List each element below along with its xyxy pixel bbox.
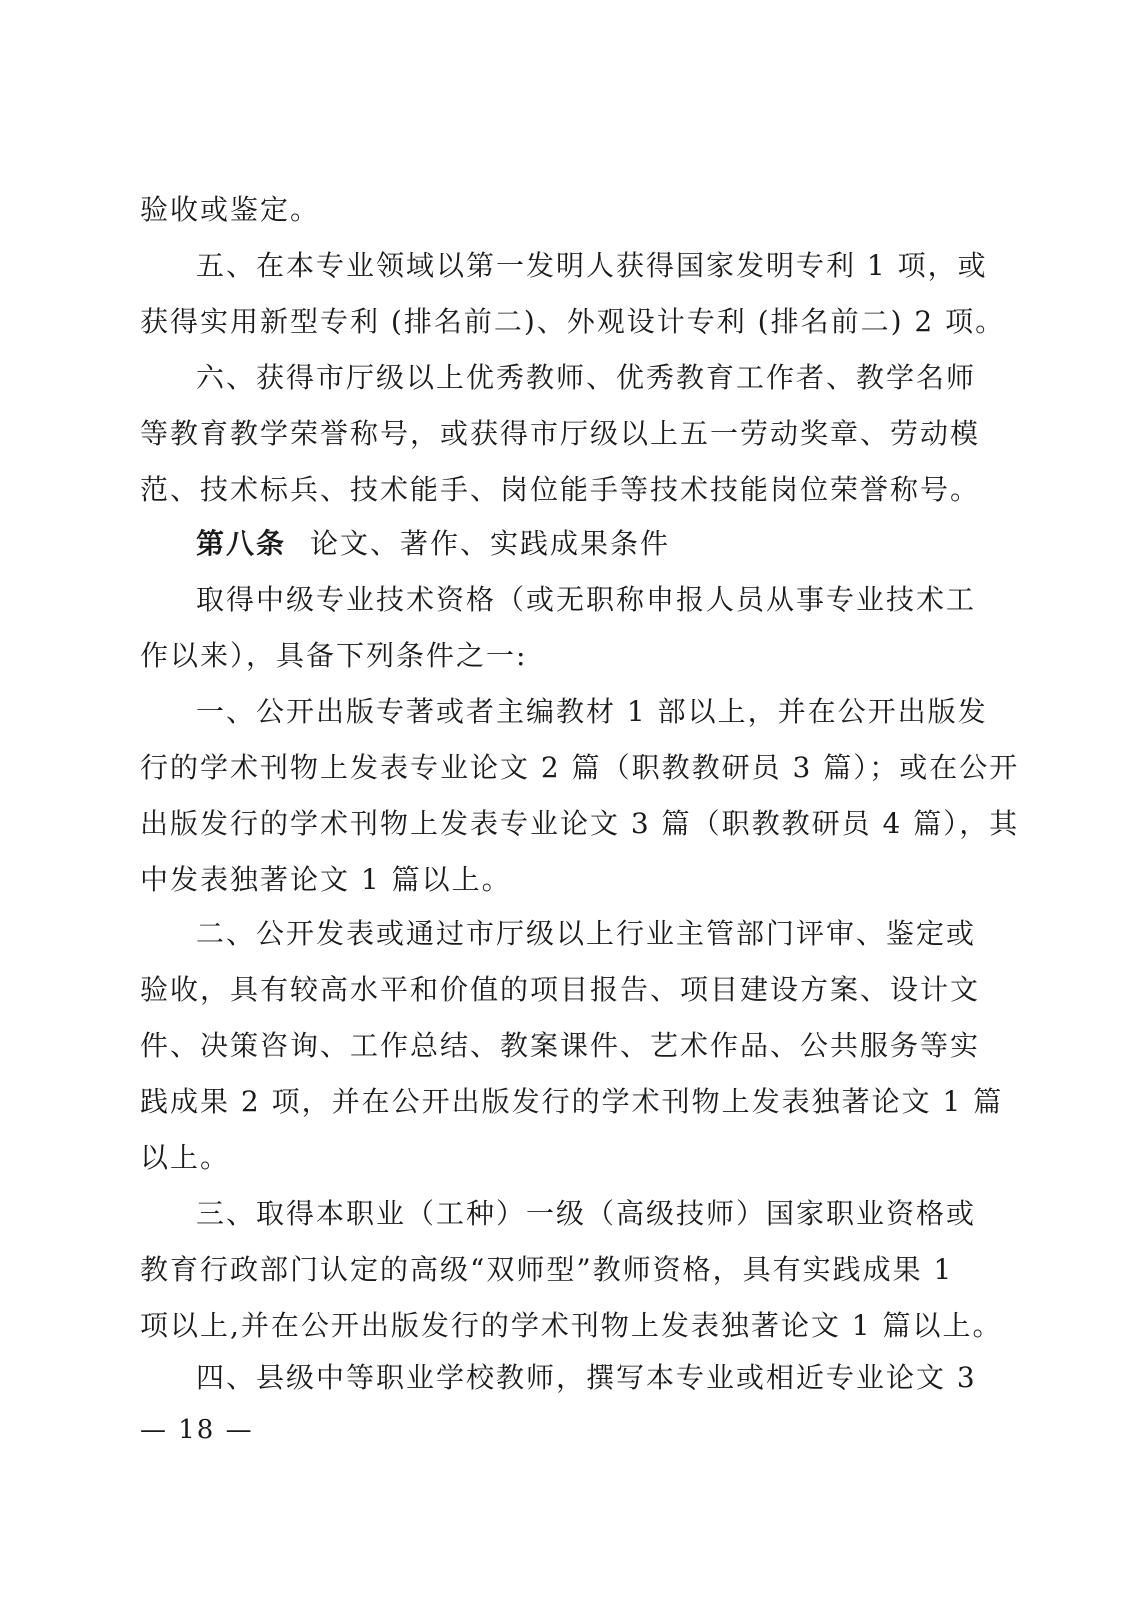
paragraph-line: 验收或鉴定。 — [140, 193, 321, 226]
paragraph-line: 行的学术刊物上发表专业论文 2 篇（职教教研员 3 篇）；或在公开 — [140, 751, 1020, 784]
paragraph-line: 二、公开发表或通过市厅级以上行业主管部门评审、鉴定或 — [196, 917, 977, 950]
paragraph-line: 三、取得本职业（工种）一级（高级技师）国家职业资格或 — [196, 1197, 977, 1230]
paragraph-line: 以上。 — [140, 1141, 231, 1174]
paragraph-line: 一、公开出版专著或者主编教材 1 部以上，并在公开出版发 — [196, 695, 988, 728]
article-heading — [196, 524, 970, 564]
paragraph-line: 五、在本专业领域以第一发明人获得国家发明专利 1 项，或 — [196, 249, 988, 282]
paragraph-line: 作以来），具备下列条件之一: — [140, 639, 528, 672]
paragraph-line: 中发表独著论文 1 篇以上。 — [140, 863, 512, 896]
paragraph-line: 出版发行的学术刊物上发表专业论文 3 篇（职教教研员 4 篇），其 — [140, 807, 1020, 840]
paragraph-line: 范、技术标兵、技术能手、岗位能手等技术技能岗位荣誉称号。 — [140, 473, 981, 506]
paragraph-line: 获得实用新型专利 (排名前二)、外观设计专利 (排名前二) 2 项。 — [140, 305, 1006, 338]
paragraph-line: 等教育教学荣誉称号，或获得市厅级以上五一劳动奖章、劳动模 — [140, 417, 981, 450]
paragraph-line: 六、获得市厅级以上优秀教师、优秀教育工作者、教学名师 — [196, 361, 977, 394]
paragraph-line: 件、决策咨询、工作总结、教案课件、艺术作品、公共服务等实 — [140, 1029, 981, 1062]
paragraph-line: 项以上,并在公开出版发行的学术刊物上发表独著论文 1 篇以上。 — [140, 1309, 1003, 1342]
paragraph-line: 取得中级专业技术资格（或无职称申报人员从事专业技术工 — [196, 583, 977, 616]
paragraph-line: 教育行政部门认定的高级“双师型”教师资格，具有实践成果 1 — [140, 1253, 954, 1286]
paragraph-line: 四、县级中等职业学校教师，撰写本专业或相近专业论文 3 — [196, 1361, 977, 1394]
article-title: 论文、著作、实践成果条件 — [310, 527, 671, 560]
paragraph-line: 验收，具有较高水平和价值的项目报告、项目建设方案、设计文 — [140, 973, 981, 1006]
page-number: — 18 — — [140, 1415, 254, 1445]
article-number: 第八条 — [196, 527, 287, 560]
paragraph-line: 践成果 2 项，并在公开出版发行的学术刊物上发表独著论文 1 篇 — [140, 1085, 1004, 1118]
